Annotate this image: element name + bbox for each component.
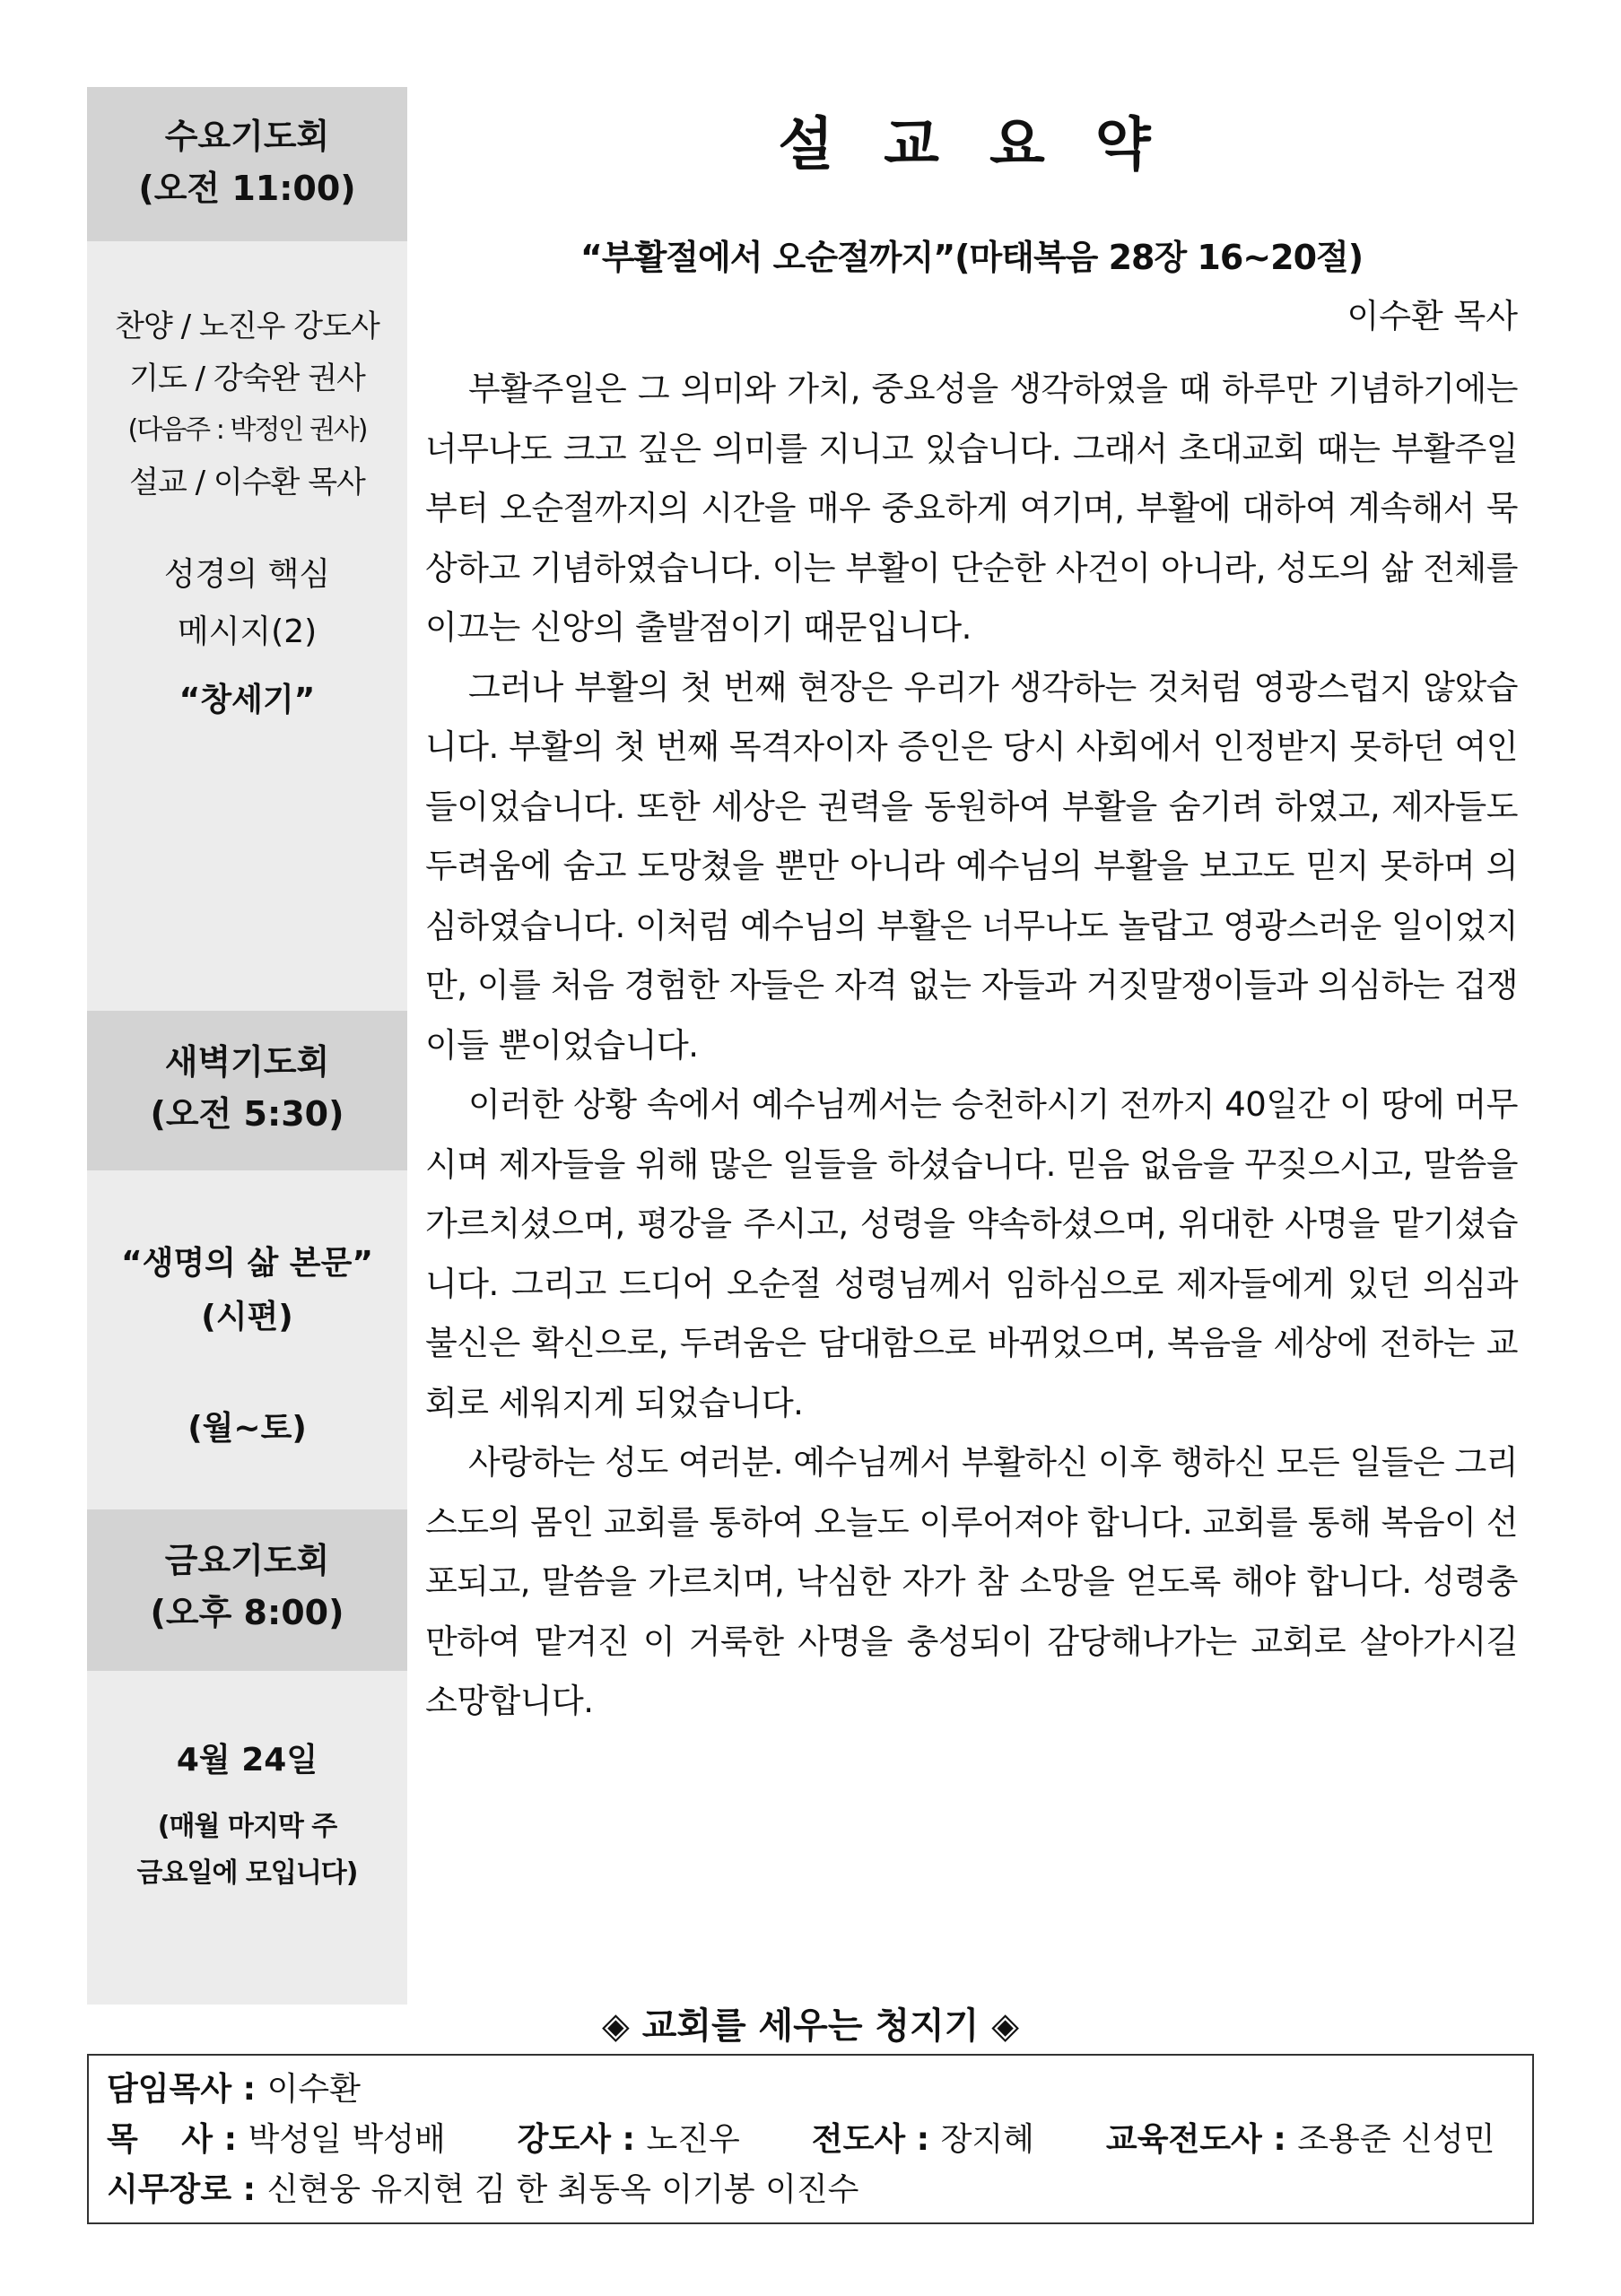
next-week-prayer: (다음주 : 박정인 권사) [127, 414, 367, 446]
prayer-leader: 기도 / 강숙완 권사 [129, 361, 365, 396]
sermon-author: 이수환 목사 [1346, 297, 1518, 335]
dawn-book: (시편) [201, 1299, 293, 1335]
education-evangelist-value: 조용준 신성민 [1297, 2121, 1495, 2158]
wednesday-prayer-title: 수요기도회 [164, 117, 330, 156]
senior-pastor-value: 이수환 [266, 2071, 361, 2108]
evangelist-value: 장지혜 [940, 2121, 1034, 2158]
friday-prayer-header [87, 1509, 407, 1671]
dawn-prayer-title: 새벽기도회 [164, 1042, 330, 1082]
elders-row [107, 2165, 1514, 2215]
elders-value: 신현웅 유지현 김 한 최동옥 이기봉 이진수 [266, 2171, 859, 2208]
pastor-label: 목 사 : [107, 2121, 248, 2158]
minister-label: 강도사 : [517, 2121, 647, 2158]
dawn-prayer-header [87, 1011, 407, 1170]
friday-date: 4월 24일 [176, 1742, 318, 1779]
praise-leader: 찬양 / 노진우 강도사 [115, 309, 379, 344]
friday-note-line1: (매월 마지막 주 [157, 1811, 337, 1842]
education-evangelist-label: 교육전도사 : [1105, 2121, 1298, 2158]
friday-prayer-time: (오후 8:00) [150, 1593, 344, 1632]
elders-label: 시무장로 : [107, 2171, 267, 2208]
series-title-line2: 메시지(2) [177, 613, 318, 650]
dawn-prayer-time: (오전 5:30) [150, 1094, 344, 1134]
dawn-prayer-detail [87, 1170, 407, 1509]
sermon-paragraph-2: 그러나 부활의 첫 번째 현장은 우리가 생각하는 것처럼 영광스럽지 않았습니다. 부활의 첫 번째 목격자이자 증인은 당시 사회에서 인정받지 못하던 여인들이었습니다. 또한 세상은 권력을 동원하여 부활을 숨기려 하였고, 제자들도 두려움에 숨고 도망쳤을 뿐만 아니라 예수님의 부활을 보고도 믿지 못하며 의심하였습니다. 이처럼 예수님의 부활은 너무나도 놀랍고 영광스러운 일이었지만, 이를 처음 경험한 자들은 자격 없는 자들과 거짓말쟁이들과 의심하는 겁쟁이들 뿐이었습니다. [425, 667, 1518, 1065]
staff-row [107, 2115, 1514, 2165]
sermon-preacher: 설교 / 이수환 목사 [129, 465, 365, 500]
series-book: “창세기” [179, 682, 316, 718]
stewards-section-title: ◈ 교회를 세우는 청지기 ◈ [602, 2005, 1019, 2047]
friday-note-line2: 금요일에 모입니다) [136, 1857, 358, 1889]
sidebar [87, 87, 407, 2005]
stewards-box [87, 2054, 1534, 2224]
wednesday-prayer-time: (오전 11:00) [138, 169, 356, 208]
sermon-paragraph-3: 이러한 상황 속에서 예수님께서는 승천하시기 전까지 40일간 이 땅에 머무시며 제자들을 위해 많은 일들을 하셨습니다. 믿음 없음을 꾸짖으시고, 말씀을 가르치셨으며, 평강을 주시고, 성령을 약속하셨으며, 위대한 사명을 맡기셨습니다. 그리고 드디어 오순절 성령님께서 임하심으로 제자들에게 있던 의심과 불신은 확신으로, 두려움은 담대함으로 바뀌었으며, 복음을 세상에 전하는 교회로 세워지게 되었습니다. [425, 1085, 1518, 1422]
senior-pastor-row [107, 2065, 1514, 2115]
sermon-paragraph-1: 부활주일은 그 의미와 가치, 중요성을 생각하였을 때 하루만 기념하기에는 너무나도 크고 깊은 의미를 지니고 있습니다. 그래서 초대교회 때는 부활주일부터 오순절까지의 시간을 매우 중요하게 여기며, 부활에 대하여 계속해서 묵상하고 기념하였습니다. 이는 부활이 단순한 사건이 아니라, 성도의 삶 전체를 이끄는 신앙의 출발점이기 때문입니다. [425, 370, 1518, 647]
pastor-value: 박성일 박성배 [248, 2121, 446, 2158]
page-title: 설교요약 [778, 112, 1201, 178]
senior-pastor-label: 담임목사 : [107, 2071, 267, 2108]
dawn-days: (월~토) [187, 1410, 307, 1447]
evangelist-label: 전도사 : [811, 2121, 941, 2158]
sermon-summary [425, 87, 1518, 1732]
wednesday-prayer-header [87, 87, 407, 241]
sermon-body [425, 360, 1518, 1732]
series-title-line1: 성경의 핵심 [163, 556, 331, 593]
dawn-text: “생명의 삶 본문” [120, 1245, 374, 1282]
wednesday-prayer-detail [87, 241, 407, 1011]
sermon-paragraph-4: 사랑하는 성도 여러분. 예수님께서 부활하신 이후 행하신 모든 일들은 그리스도의 몸인 교회를 통하여 오늘도 이루어져야 합니다. 교회를 통해 복음이 선포되고, 말씀을 가르치며, 낙심한 자가 참 소망을 얻도록 해야 합니다. 성령충만하여 맡겨진 이 거룩한 사명을 충성되이 감당해나가는 교회로 살아가시길 소망합니다. [425, 1443, 1518, 1720]
friday-prayer-detail [87, 1671, 407, 2005]
minister-value: 노진우 [646, 2121, 740, 2158]
friday-prayer-title: 금요기도회 [164, 1541, 330, 1580]
sermon-subtitle: “부활절에서 오순절까지”(마태복음 28장 16~20절) [580, 238, 1364, 277]
